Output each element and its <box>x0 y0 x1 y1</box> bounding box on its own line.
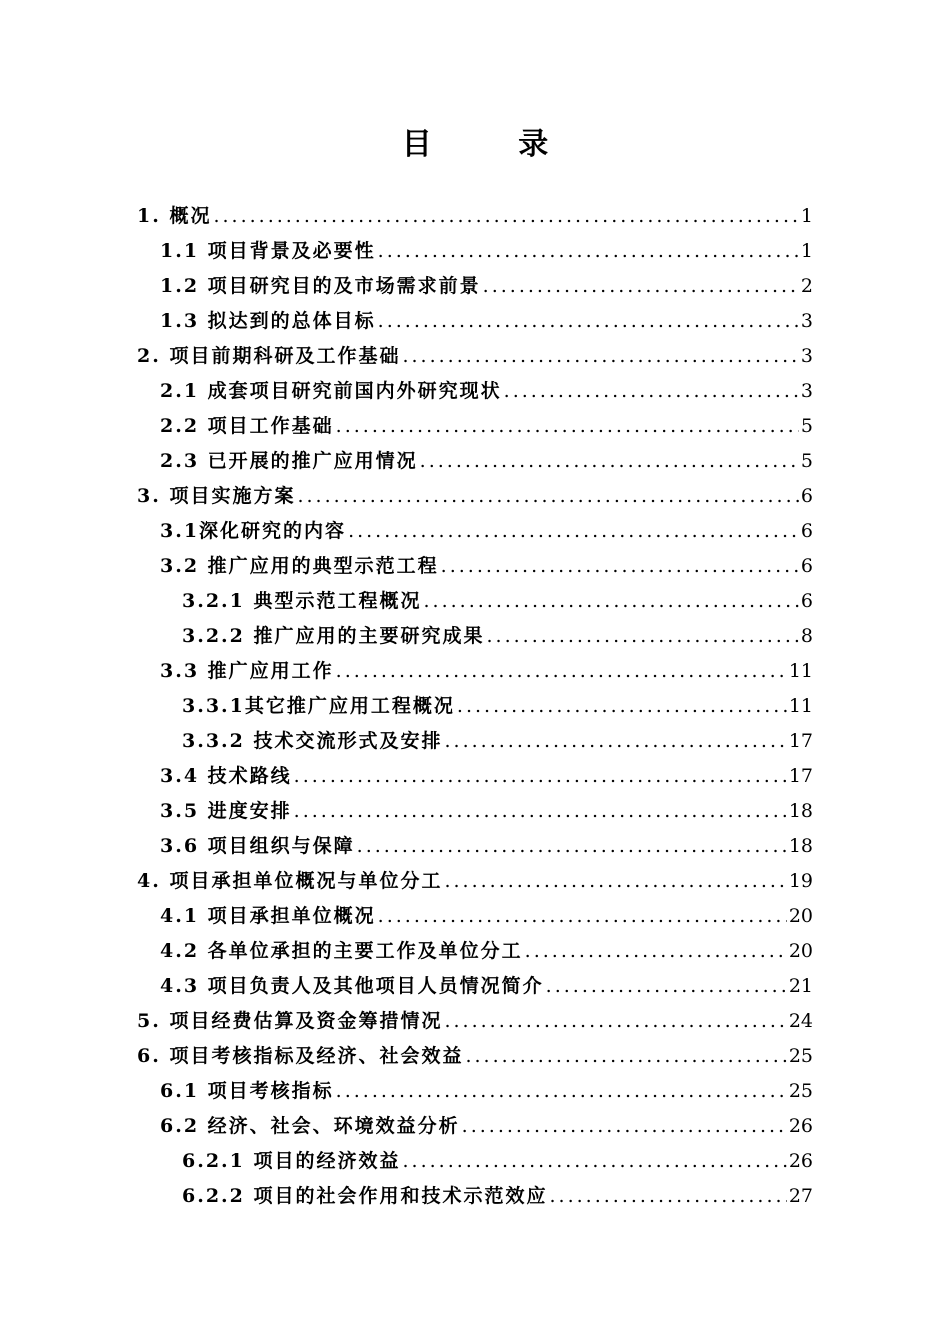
toc-entry-title: 3.2 推广应用的典型示范工程 <box>160 555 439 577</box>
toc-entry[interactable] <box>182 619 813 654</box>
toc-entry-title: 6. 项目考核指标及经济、社会效益 <box>137 1045 464 1067</box>
toc-dot-leader <box>357 829 787 864</box>
toc-entry-page-number: 27 <box>788 1185 813 1207</box>
toc-title: 目 录 <box>401 127 587 162</box>
toc-entry-page-number: 18 <box>788 800 813 822</box>
toc-entry[interactable] <box>182 1144 813 1179</box>
toc-entry-page-number: 6 <box>800 555 813 577</box>
toc-entry-title: 2.3 已开展的推广应用情况 <box>160 450 418 472</box>
toc-entry-title: 5. 项目经费估算及资金筹措情况 <box>137 1010 443 1032</box>
toc-entry[interactable] <box>137 339 813 374</box>
toc-entry-title: 2.1 成套项目研究前国内外研究现状 <box>160 380 502 402</box>
toc-dot-leader <box>402 339 798 374</box>
toc-entry-title: 3.4 技术路线 <box>160 765 292 787</box>
toc-entry-page-number: 17 <box>788 765 813 787</box>
toc-entry-page-number: 1 <box>800 205 813 227</box>
toc-entry[interactable] <box>160 1109 813 1144</box>
toc-dot-leader <box>420 444 799 479</box>
toc-entry[interactable] <box>182 689 813 724</box>
toc-entry-title: 3.5 进度安排 <box>160 800 292 822</box>
toc-entry-page-number: 26 <box>788 1115 813 1137</box>
toc-entry[interactable] <box>137 1004 813 1039</box>
toc-dot-leader <box>546 969 787 1004</box>
toc-entry-title: 3.1深化研究的内容 <box>160 520 347 542</box>
toc-dot-leader <box>444 1004 786 1039</box>
toc-entry[interactable] <box>137 479 813 514</box>
toc-entry[interactable] <box>137 1039 813 1074</box>
toc-entry-page-number: 2 <box>800 275 813 297</box>
toc-entry-title: 3.2.1 典型示范工程概况 <box>182 590 422 612</box>
toc-entry-page-number: 17 <box>788 730 813 752</box>
toc-dot-leader <box>378 304 799 339</box>
toc-entry-title: 4.1 项目承担单位概况 <box>160 905 376 927</box>
toc-entry-title: 6.1 项目考核指标 <box>160 1080 334 1102</box>
toc-entry-page-number: 5 <box>800 450 813 472</box>
toc-entry[interactable] <box>160 549 813 584</box>
toc-entry[interactable] <box>160 234 813 269</box>
toc-entry[interactable] <box>160 759 813 794</box>
toc-dot-leader <box>441 549 799 584</box>
toc-dot-leader <box>504 374 799 409</box>
toc-entry-title: 2.2 项目工作基础 <box>160 415 334 437</box>
toc-dot-leader <box>444 864 786 899</box>
toc-entry-page-number: 1 <box>800 240 813 262</box>
toc-entry[interactable] <box>160 654 813 689</box>
toc-entry[interactable] <box>137 864 813 899</box>
toc-entry[interactable] <box>160 374 813 409</box>
toc-entry[interactable] <box>160 969 813 1004</box>
toc-entry[interactable] <box>182 724 813 759</box>
toc-entry-title: 6.2.1 项目的经济效益 <box>182 1150 401 1172</box>
toc-entry-title: 3.6 项目组织与保障 <box>160 835 355 857</box>
toc-entry-title: 3.3.1其它推广应用工程概况 <box>182 695 455 717</box>
toc-entry[interactable] <box>160 409 813 444</box>
toc-dot-leader <box>483 269 799 304</box>
toc-entry-page-number: 25 <box>788 1080 813 1102</box>
toc-dot-leader <box>403 1144 787 1179</box>
toc-entry[interactable] <box>137 199 813 234</box>
toc-entry-page-number: 3 <box>800 310 813 332</box>
toc-entry-title: 4.3 项目负责人及其他项目人员情况简介 <box>160 975 544 997</box>
toc-dot-leader <box>465 1039 786 1074</box>
toc-entry-page-number: 6 <box>800 590 813 612</box>
toc-entry-page-number: 6 <box>800 520 813 542</box>
toc-dot-leader <box>525 934 787 969</box>
toc-entry-page-number: 5 <box>800 415 813 437</box>
toc-dot-leader <box>424 584 799 619</box>
toc-entry[interactable] <box>160 269 813 304</box>
toc-dot-leader <box>378 899 787 934</box>
toc-entry[interactable] <box>160 444 813 479</box>
toc-entry[interactable] <box>160 829 813 864</box>
toc-entry-page-number: 19 <box>788 870 813 892</box>
toc-dot-leader <box>378 234 799 269</box>
toc-dot-leader <box>297 479 798 514</box>
toc-entry-page-number: 24 <box>788 1010 813 1032</box>
toc-entry-title: 4. 项目承担单位概况与单位分工 <box>137 870 443 892</box>
toc-dot-leader <box>336 654 787 689</box>
toc-entry-title: 1.1 项目背景及必要性 <box>160 240 376 262</box>
toc-entry[interactable] <box>160 304 813 339</box>
toc-entry[interactable] <box>182 1179 813 1214</box>
toc-dot-leader <box>348 514 799 549</box>
toc-dot-leader <box>457 689 787 724</box>
toc-dot-leader <box>550 1179 787 1214</box>
toc-entry-page-number: 20 <box>788 905 813 927</box>
toc-entry-page-number: 3 <box>800 380 813 402</box>
toc-entry-page-number: 11 <box>788 695 813 717</box>
toc-dot-leader <box>336 1074 787 1109</box>
toc-entry-page-number: 25 <box>788 1045 813 1067</box>
toc-entry-title: 3.3 推广应用工作 <box>160 660 334 682</box>
toc-dot-leader <box>462 1109 787 1144</box>
toc-dot-leader <box>487 619 799 654</box>
toc-entry-title: 2. 项目前期科研及工作基础 <box>137 345 401 367</box>
toc-entry[interactable] <box>160 794 813 829</box>
toc-entry-title: 3. 项目实施方案 <box>137 485 296 507</box>
toc-entry[interactable] <box>160 1074 813 1109</box>
toc-entry-page-number: 6 <box>800 485 813 507</box>
toc-entry-title: 6.2.2 项目的社会作用和技术示范效应 <box>182 1185 548 1207</box>
toc-entry-page-number: 18 <box>788 835 813 857</box>
toc-entry-page-number: 26 <box>788 1150 813 1172</box>
toc-entry-page-number: 3 <box>800 345 813 367</box>
toc-entry-title: 1.2 项目研究目的及市场需求前景 <box>160 275 481 297</box>
toc-dot-leader <box>213 199 798 234</box>
toc-entry[interactable] <box>160 514 813 549</box>
toc-dot-leader <box>445 724 787 759</box>
toc-entry-title: 1. 概况 <box>137 205 212 227</box>
toc-entry-page-number: 8 <box>800 625 813 647</box>
toc-entry-page-number: 21 <box>788 975 813 997</box>
toc-entry[interactable] <box>160 934 813 969</box>
toc-entry-title: 3.3.2 技术交流形式及安排 <box>182 730 443 752</box>
toc-dot-leader <box>294 759 787 794</box>
toc-entry-page-number: 20 <box>788 940 813 962</box>
toc-entry-title: 1.3 拟达到的总体目标 <box>160 310 376 332</box>
toc-entry-title: 6.2 经济、社会、环境效益分析 <box>160 1115 460 1137</box>
toc-dot-leader <box>294 794 787 829</box>
toc-entry[interactable] <box>160 899 813 934</box>
toc-dot-leader <box>336 409 799 444</box>
toc-entry-title: 3.2.2 推广应用的主要研究成果 <box>182 625 485 647</box>
toc-entry[interactable] <box>182 584 813 619</box>
toc-entry-title: 4.2 各单位承担的主要工作及单位分工 <box>160 940 523 962</box>
toc-entry-page-number: 11 <box>788 660 813 682</box>
